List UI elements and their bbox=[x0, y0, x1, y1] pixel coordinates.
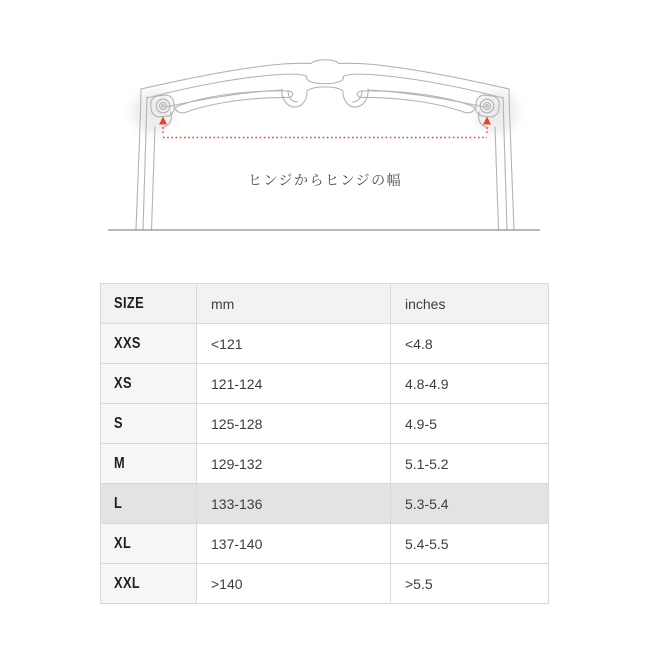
column-header-inches: inches bbox=[391, 284, 549, 324]
mm-value: 129-132 bbox=[197, 444, 391, 484]
mm-value: 137-140 bbox=[197, 524, 391, 564]
inches-value: 4.9-5 bbox=[391, 404, 549, 444]
hinge-shadow-left bbox=[121, 80, 185, 144]
inches-value: 5.3-5.4 bbox=[391, 484, 549, 524]
size-row bbox=[101, 324, 549, 364]
hinge-width-measurement bbox=[159, 117, 491, 138]
size-label: L bbox=[114, 494, 123, 512]
size-cell bbox=[101, 404, 197, 444]
size-table-body bbox=[101, 324, 549, 604]
inches-value: 5.1-5.2 bbox=[391, 444, 549, 484]
size-cell bbox=[101, 324, 197, 364]
size-cell bbox=[101, 364, 197, 404]
bridge-bottom-curve bbox=[307, 87, 343, 91]
mm-value: 125-128 bbox=[197, 404, 391, 444]
inches-value: 5.4-5.5 bbox=[391, 524, 549, 564]
column-header-mm: mm bbox=[197, 284, 391, 324]
column-header-size: SIZE bbox=[101, 284, 197, 324]
inches-value: 4.8-4.9 bbox=[391, 364, 549, 404]
measurement-label: ヒンジからヒンジの幅 bbox=[247, 172, 403, 188]
frame-inner-top-curve bbox=[147, 74, 503, 98]
glasses-top-view-diagram bbox=[0, 0, 650, 260]
size-label: M bbox=[114, 454, 126, 472]
nose-pad-inner bbox=[288, 91, 298, 103]
size-cell bbox=[101, 564, 197, 604]
table-header-row bbox=[101, 284, 549, 324]
size-label: XL bbox=[114, 534, 132, 552]
size-row bbox=[101, 524, 549, 564]
size-row bbox=[101, 364, 549, 404]
size-row bbox=[101, 444, 549, 484]
size-row bbox=[101, 404, 549, 444]
size-label: XXL bbox=[114, 574, 141, 592]
size-table bbox=[100, 283, 549, 604]
mm-value: 121-124 bbox=[197, 364, 391, 404]
size-row bbox=[101, 484, 549, 524]
size-label: XXS bbox=[114, 334, 141, 352]
size-label: S bbox=[114, 414, 123, 432]
inches-value: <4.8 bbox=[391, 324, 549, 364]
size-cell bbox=[101, 484, 197, 524]
hinge-shadow-right bbox=[465, 80, 529, 144]
size-cell bbox=[101, 524, 197, 564]
frame-outer-top-curve bbox=[141, 60, 509, 89]
mm-value: >140 bbox=[197, 564, 391, 604]
mm-value: <121 bbox=[197, 324, 391, 364]
size-cell bbox=[101, 444, 197, 484]
size-row bbox=[101, 564, 549, 604]
size-label: XS bbox=[114, 374, 132, 392]
inches-value: >5.5 bbox=[391, 564, 549, 604]
glasses-illustration bbox=[0, 0, 650, 260]
mm-value: 133-136 bbox=[197, 484, 391, 524]
